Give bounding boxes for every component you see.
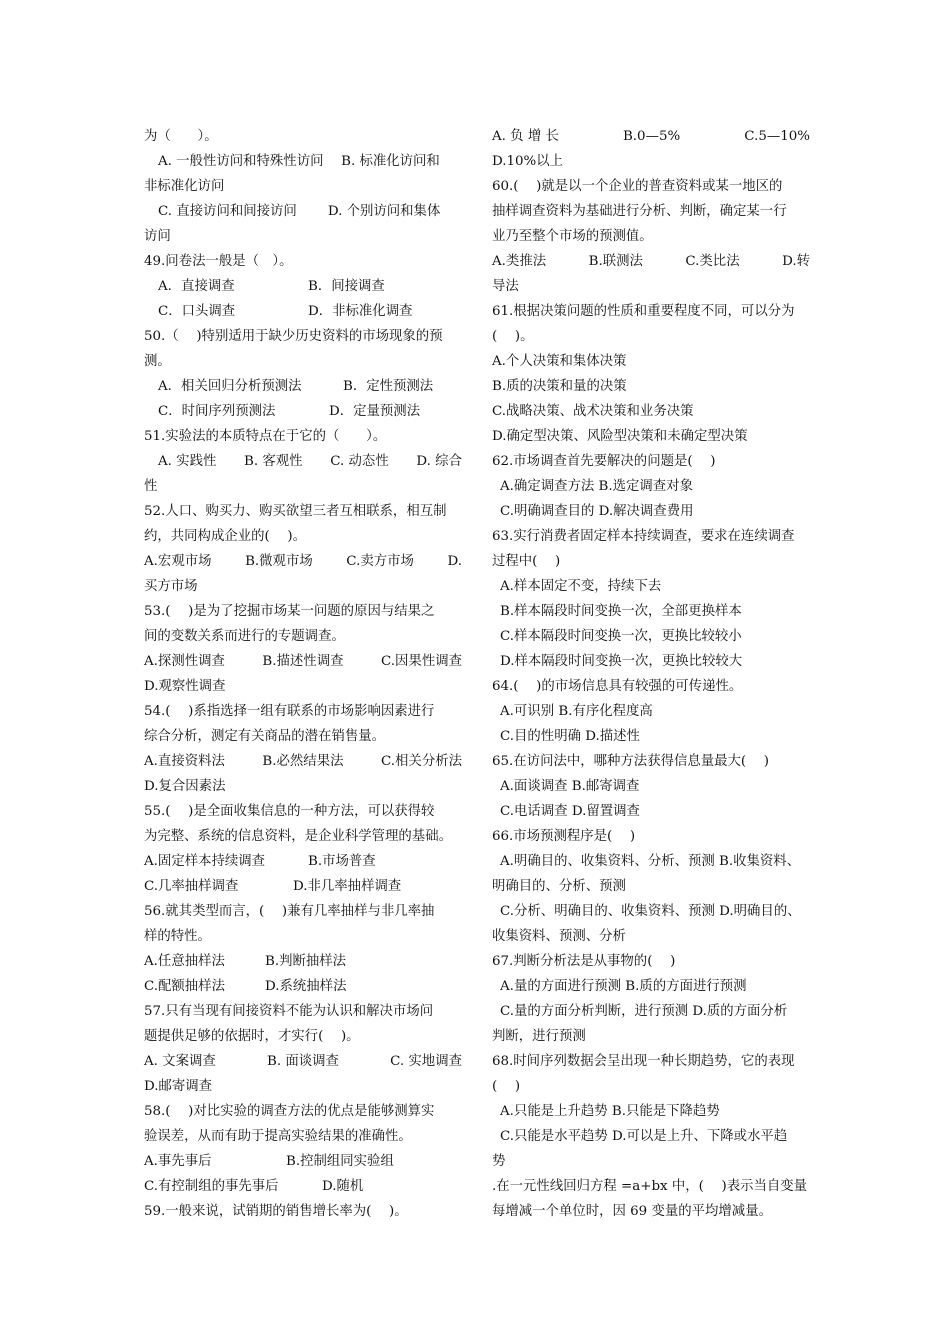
option-b: B.判断抽样法 (265, 954, 347, 969)
question-66: 66.市场预测程序是( ) (492, 829, 636, 844)
options-row (144, 549, 462, 574)
question-59: 59.一般来说，试销期的销售增长率为( )。 (144, 1204, 408, 1219)
option-a: A.样本固定不变，持续下去 (500, 579, 662, 594)
option-c: C.类比法 (685, 254, 740, 269)
option-c: C．口头调查 (158, 304, 236, 319)
option-line: A. 一般性访问和特殊性访问 B. 标准化访问和 (158, 154, 440, 169)
option-line: C. 直接访问和间接访问 D. 个别访问和集体 (158, 204, 441, 219)
question-69: .在一元性线回归方程 =a+bx 中，( )表示当自变量 (492, 1179, 808, 1194)
option-d: D.随机 (322, 1179, 364, 1194)
option-line: A.面谈调查 B.邮寄调查 (500, 779, 640, 794)
option-line: 买方市场 (144, 579, 198, 594)
option-c: C.几率抽样调查 (144, 879, 239, 894)
options-row (144, 849, 462, 874)
option-b: B．定性预测法 (343, 379, 434, 394)
option-line: 非标准化访问 (144, 179, 225, 194)
option-d: D.确定型决策、风险型决策和未确定型决策 (492, 429, 748, 444)
options-row (144, 399, 462, 424)
question-61: 61.根据决策问题的性质和重要程度不同，可以分为 (492, 304, 795, 319)
question-text: 综合分析，测定有关商品的潜在销售量。 (144, 729, 386, 744)
option-line: 收集资料、预测、分析 (492, 929, 626, 944)
option-d: D.系统抽样法 (265, 979, 347, 994)
option-a: A. 文案调查 (144, 1054, 216, 1069)
option-b: B. 客观性 (244, 454, 303, 469)
option-a: A.任意抽样法 (144, 954, 225, 969)
question-text: ( ) (492, 1079, 521, 1094)
options-row (144, 874, 462, 899)
question-text: 样的特性。 (144, 929, 211, 944)
option-a: A.类推法 (492, 254, 547, 269)
options-row (144, 974, 462, 999)
option-line: A.确定调查方法 B.选定调查对象 (500, 479, 693, 494)
option-a: A.直接资料法 (144, 754, 225, 769)
question-62: 62.市场调查首先要解决的问题是( ) (492, 454, 716, 469)
option-d: D. (447, 554, 462, 569)
option-d: D．非标准化调查 (308, 304, 413, 319)
option-line: A.明确目的、收集资料、分析、预测 B.收集资料、 (500, 854, 801, 869)
question-58: 58.( )对比实验的调查方法的优点是能够测算实 (144, 1104, 435, 1119)
option-a: A. 负 增 长 (492, 129, 559, 144)
option-line: C.明确调查目的 D.解决调查费用 (500, 504, 694, 519)
question-51: 51.实验法的本质特点在于它的（ ）。 (144, 429, 387, 444)
option-a: A．相关回归分析预测法 (158, 379, 302, 394)
option-line: C.目的性明确 D.描述性 (500, 729, 640, 744)
option-c: C.战略决策、战术决策和业务决策 (492, 404, 694, 419)
question-54: 54.( )系指选择一组有联系的市场影响因素进行 (144, 704, 435, 719)
options-row (144, 274, 462, 299)
option-line: A.可识别 B.有序化程度高 (500, 704, 653, 719)
options-row (144, 949, 462, 974)
question-64: 64.( )的市场信息具有较强的可传递性。 (492, 679, 743, 694)
option-line: D.复合因素法 (144, 779, 226, 794)
option-line: C.量的方面分析判断，进行预测 D.质的方面分析 (500, 1004, 788, 1019)
left-column (144, 124, 462, 1224)
option-d: D.非几率抽样调查 (293, 879, 402, 894)
option-d: D.样本隔段时间变换一次，更换比较较大 (500, 654, 743, 669)
question-53: 53.( )是为了挖掘市场某一问题的原因与结果之 (144, 604, 435, 619)
option-a: A. 实践性 (158, 454, 217, 469)
option-b: B.联测法 (588, 254, 643, 269)
option-d: D．定量预测法 (329, 404, 421, 419)
option-c: C. 动态性 (330, 454, 389, 469)
options-row (492, 124, 810, 149)
option-line: 判断，进行预测 (492, 1029, 586, 1044)
question-63: 63.实行消费者固定样本持续调查，要求在连续调查 (492, 529, 795, 544)
option-c: C.5—10% (744, 129, 810, 144)
option-line: A.只能是上升趋势 B.只能是下降趋势 (500, 1104, 720, 1119)
options-row (492, 249, 810, 274)
option-b: B.控制组同实验组 (286, 1154, 394, 1169)
option-b: B.描述性调查 (262, 654, 344, 669)
option-d: D. 综合 (416, 454, 462, 469)
question-text: 为（ ）。 (144, 129, 218, 144)
question-49: 49.问卷法一般是（ ）。 (144, 254, 293, 269)
options-row (144, 449, 462, 474)
option-a: A.探测性调查 (144, 654, 225, 669)
option-c: C.配额抽样法 (144, 979, 225, 994)
options-row (144, 649, 462, 674)
question-50: 50.（ )特别适用于缺少历史资料的市场现象的预 (144, 329, 443, 344)
option-line: 访问 (144, 229, 171, 244)
option-b: B.0—5% (622, 129, 681, 144)
option-a: A.事先事后 (144, 1154, 212, 1169)
option-a: A.固定样本持续调查 (144, 854, 266, 869)
question-52: 52.人口、购买力、购买欲望三者互相联系，相互制 (144, 504, 447, 519)
option-c: C.相关分析法 (381, 754, 462, 769)
question-text: 业乃至整个市场的预测值。 (492, 229, 653, 244)
option-line: C.分析、明确目的、收集资料、预测 D.明确目的、 (500, 904, 801, 919)
option-line: C.电话调查 D.留置调查 (500, 804, 640, 819)
options-row (144, 1049, 462, 1074)
question-text: 每增减一个单位时，因 69 变量的平均增减量。 (492, 1204, 772, 1219)
option-b: B.市场普查 (308, 854, 376, 869)
question-65: 65.在访问法中，哪种方法获得信息量最大( ) (492, 754, 770, 769)
option-b: B.微观市场 (245, 554, 313, 569)
option-a: A.宏观市场 (144, 554, 212, 569)
question-text: 为完整、系统的信息资料，是企业科学管理的基础。 (144, 829, 452, 844)
option-line: D.邮寄调查 (144, 1079, 213, 1094)
question-68: 68.时间序列数据会呈出现一种长期趋势，它的表现 (492, 1054, 795, 1069)
option-line: 性 (144, 479, 158, 494)
options-row (144, 1174, 462, 1199)
option-b: B. 面谈调查 (266, 1054, 339, 1069)
option-c: C.有控制组的事先事后 (144, 1179, 279, 1194)
option-b: B.质的决策和量的决策 (492, 379, 627, 394)
question-text: 验误差，从而有助于提高实验结果的准确性。 (144, 1129, 412, 1144)
question-67: 67.判断分析法是从事物的( ) (492, 954, 676, 969)
option-c: C. 实地调查 (390, 1054, 462, 1069)
question-57: 57.只有当现有间接资料不能为认识和解决市场问 (144, 1004, 434, 1019)
options-row (144, 749, 462, 774)
options-row (144, 1149, 462, 1174)
question-text: 测。 (144, 354, 171, 369)
question-text: 抽样调查资料为基础进行分析、判断，确定某一行 (492, 204, 787, 219)
right-column (492, 124, 810, 1224)
option-line: D.观察性调查 (144, 679, 226, 694)
question-text: 间的变数关系而进行的专题调查。 (144, 629, 345, 644)
option-line: D.10%以上 (492, 154, 564, 169)
question-text: 约，共同构成企业的( )。 (144, 529, 307, 544)
question-text: 过程中( ) (492, 554, 561, 569)
options-row (144, 299, 462, 324)
option-line: 势 (492, 1154, 506, 1169)
option-a: A．直接调查 (158, 279, 235, 294)
option-b: B.必然结果法 (262, 754, 344, 769)
option-line: 明确目的、分析、预测 (492, 879, 626, 894)
option-c: C.样本隔段时间变换一次，更换比较较小 (500, 629, 742, 644)
option-c: C.因果性调查 (381, 654, 462, 669)
question-56: 56.就其类型而言，( )兼有几率抽样与非几率抽 (144, 904, 435, 919)
option-b: B.样本隔段时间变换一次，全部更换样本 (500, 604, 742, 619)
question-55: 55.( )是全面收集信息的一种方法，可以获得较 (144, 804, 435, 819)
question-text: 题提供足够的依据时，才实行( )。 (144, 1029, 360, 1044)
options-row (144, 374, 462, 399)
option-line: A.量的方面进行预测 B.质的方面进行预测 (500, 979, 747, 994)
question-text: ( )。 (492, 329, 534, 344)
option-c: C.卖方市场 (346, 554, 414, 569)
option-b: B．间接调查 (308, 279, 385, 294)
option-line: 导法 (492, 279, 519, 294)
option-a: A.个人决策和集体决策 (492, 354, 627, 369)
option-line: C.只能是水平趋势 D.可以是上升、下降或水平趋 (500, 1129, 788, 1144)
option-c: C．时间序列预测法 (158, 404, 276, 419)
option-d: D.转 (782, 254, 810, 269)
question-60: 60.( )就是以一个企业的普查资料或某一地区的 (492, 179, 783, 194)
